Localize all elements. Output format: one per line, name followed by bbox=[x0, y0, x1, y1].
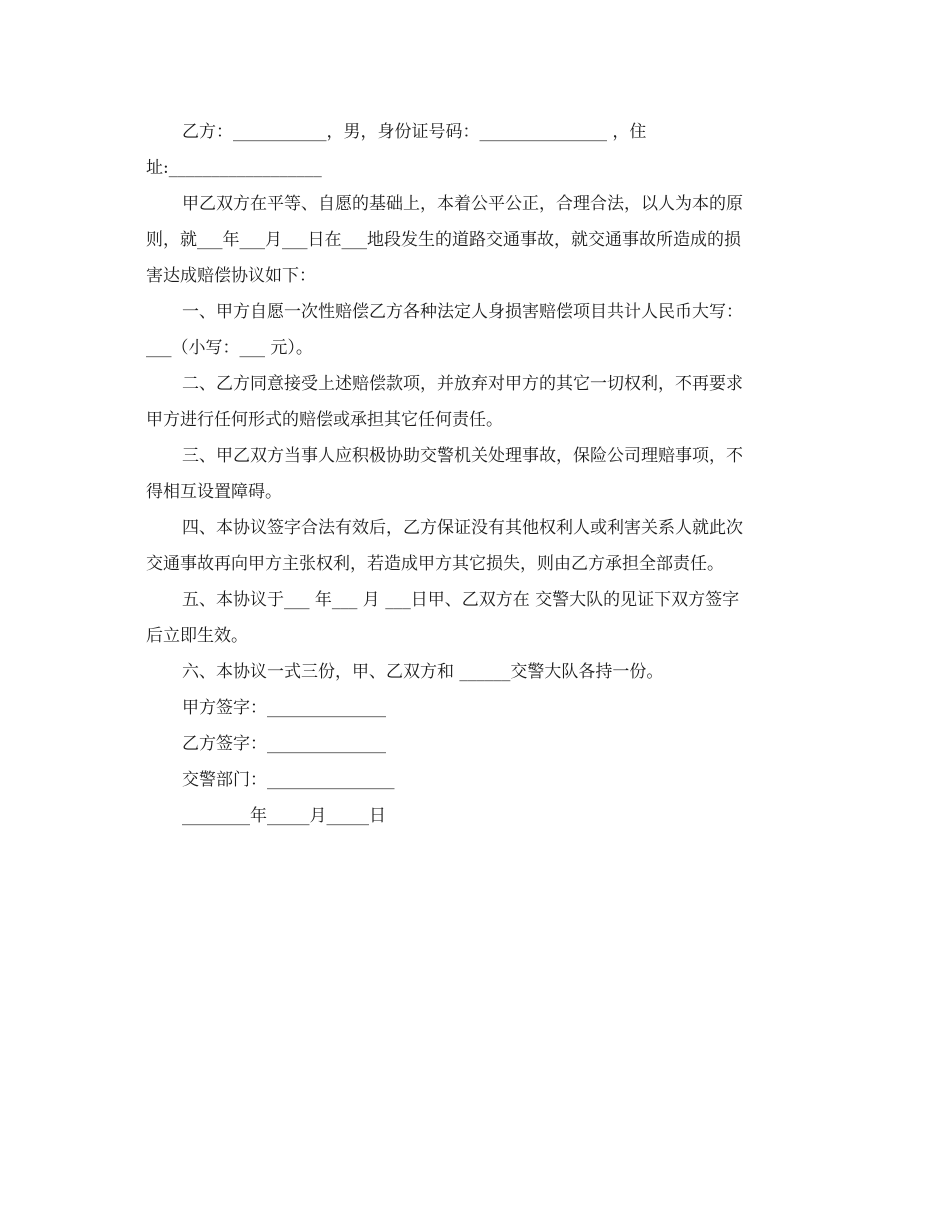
clause-4-line-1: 四、本协议签字合法有效后，乙方保证没有其他权利人或利害关系人就此次 bbox=[182, 518, 743, 538]
date-line: ________年_____月_____日 bbox=[182, 806, 386, 826]
clause-3-line-1: 三、甲乙双方当事人应积极协助交警机关处理事故，保险公司理赔事项，不 bbox=[182, 446, 743, 466]
clause-6-line: 六、本协议一式三份，甲、乙双方和 ______交警大队各持一份。 bbox=[182, 662, 664, 682]
clause-4-line-2: 交通事故再向甲方主张权利，若造成甲方其它损失，则由乙方承担全部责任。 bbox=[146, 554, 724, 574]
preamble-line-2: 则，就___年___月___日在___地段发生的道路交通事故，就交通事故所造成的损 bbox=[146, 230, 741, 250]
clause-1-line-2: ___（小写：___ 元）。 bbox=[146, 338, 313, 358]
agreement-body bbox=[146, 114, 806, 834]
clause-2-line-1: 二、乙方同意接受上述赔偿款项，并放弃对甲方的其它一切权利，不再要求 bbox=[182, 374, 743, 394]
party-b-address-line: 址:__________________ bbox=[146, 158, 322, 178]
clause-3-line-2: 得相互设置障碍。 bbox=[146, 482, 282, 502]
party-b-info-line: 乙方：___________，男，身份证号码：_______________ ，住 bbox=[182, 122, 647, 142]
clause-5-line-2: 后立即生效。 bbox=[146, 626, 248, 646]
traffic-police-signature-line: 交警部门：_______________ bbox=[182, 770, 395, 790]
preamble-line-3: 害达成赔偿协议如下： bbox=[146, 266, 316, 286]
clause-1-line-1: 一、甲方自愿一次性赔偿乙方各种法定人身损害赔偿项目共计人民币大写： bbox=[182, 302, 743, 322]
party-a-signature-line: 甲方签字：______________ bbox=[182, 698, 386, 718]
party-b-signature-line: 乙方签字：______________ bbox=[182, 734, 386, 754]
clause-2-line-2: 甲方进行任何形式的赔偿或承担其它任何责任。 bbox=[146, 410, 503, 430]
clause-5-line-1: 五、本协议于___ 年___ 月 ___日甲、乙双方在 交警大队的见证下双方签字 bbox=[182, 590, 740, 610]
preamble-line-1: 甲乙双方在平等、自愿的基础上，本着公平公正，合理合法，以人为本的原 bbox=[182, 194, 743, 214]
